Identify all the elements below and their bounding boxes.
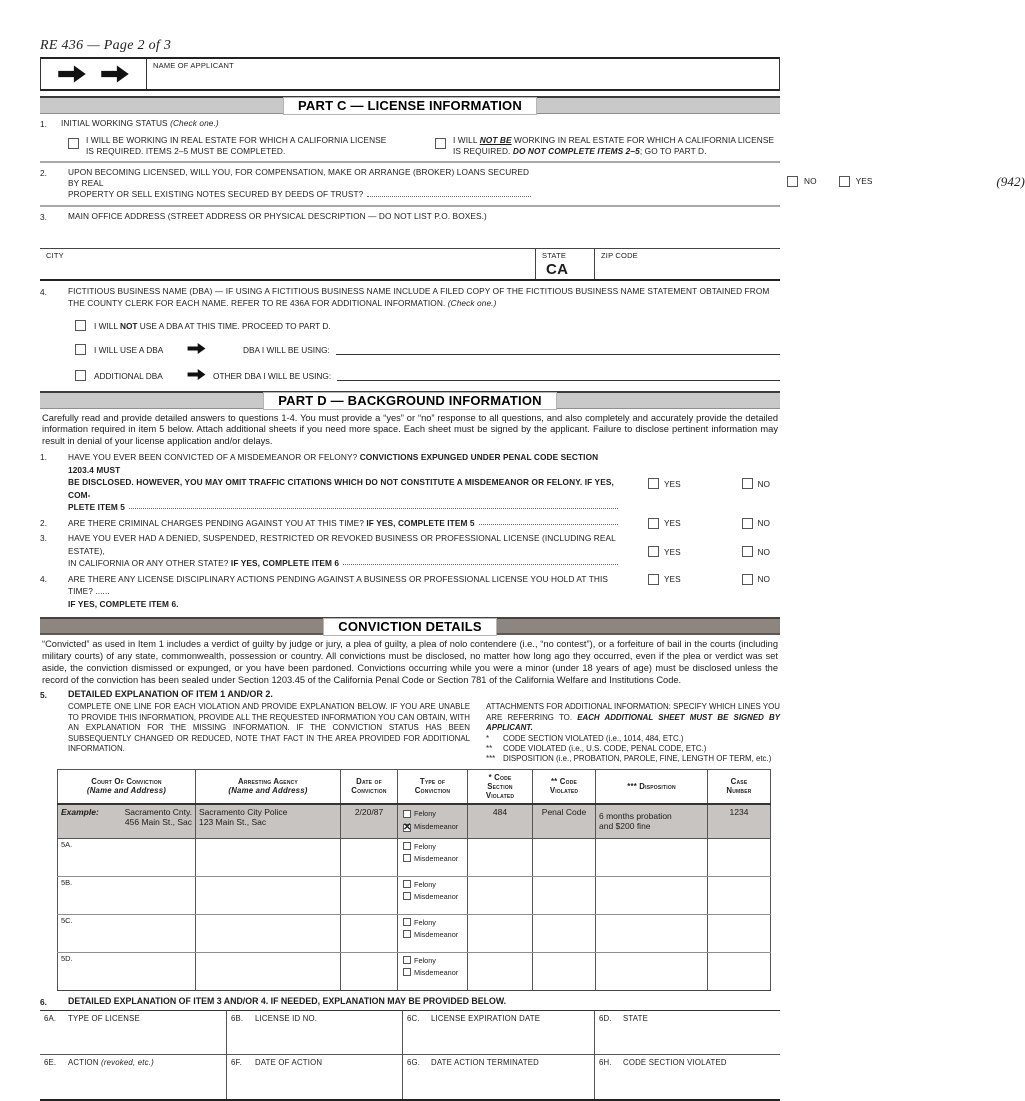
field-date-action-terminated[interactable]: 6G. DATE ACTION TERMINATED: [403, 1055, 595, 1099]
no-label: NO: [804, 176, 817, 186]
state-field[interactable]: [535, 249, 595, 279]
felony-checkbox[interactable]: [403, 880, 411, 888]
item-5-left-instructions: COMPLETE ONE LINE FOR EACH VIOLATION AND PROVIDE EXPLANATION BELOW. IF YOU ARE UNABLE TO PROVIDE THIS INFORMATION, PROVIDE ALL THE REQUESTED INFORMATION YOU CAN OBTAIN, WITH AN EXPLANATION FOR THE MISSING INFORMATION. IF THE CONVICTION STATUS HAS BEEN SUBSEQUENTLY CHANGED OR REDUCED, NOTE THAT FACT IN THE AREA PROVIDED FOR ADDITIONAL INFORMATION.: [68, 702, 470, 754]
code-cell[interactable]: [533, 838, 596, 876]
state-value: CA: [546, 261, 569, 278]
field-type-of-license[interactable]: 6A. TYPE OF LICENSE: [40, 1011, 227, 1055]
misdemeanor-checkbox[interactable]: [403, 854, 411, 862]
broker-loans-yes-checkbox[interactable]: [839, 176, 850, 187]
felony-checkbox: [403, 810, 411, 818]
dba-using-label: DBA I WILL BE USING:: [243, 344, 330, 355]
date-cell[interactable]: [341, 838, 398, 876]
row-label-cell[interactable]: 5D.: [58, 952, 196, 990]
part-d-question-3: [40, 532, 780, 570]
example-case-number: 1234: [708, 804, 771, 839]
misdemeanor-checkbox[interactable]: [403, 930, 411, 938]
dba-name-input-line[interactable]: [336, 345, 780, 355]
disposition-cell[interactable]: [596, 838, 708, 876]
section-divider: [40, 205, 780, 207]
q4-no-checkbox[interactable]: [742, 574, 753, 585]
address-input-area[interactable]: [40, 222, 780, 246]
col-code-violated: ** Code Violated: [533, 769, 596, 804]
row-label-cell[interactable]: 5A.: [58, 838, 196, 876]
item-number: 2.: [40, 517, 47, 528]
agency-cell[interactable]: [196, 914, 341, 952]
felony-checkbox[interactable]: [403, 842, 411, 850]
city-state-zip-row: [40, 248, 780, 281]
check-one-note: (Check one.): [170, 118, 219, 128]
type-cell: Felony Misdemeanor: [398, 952, 468, 990]
footnote-3: DISPOSITION (i.e., PROBATION, PAROLE, FINE, LENGTH OF TERM, etc.): [503, 754, 772, 764]
yes-label: YES: [664, 546, 681, 557]
row-label-cell[interactable]: 5C.: [58, 914, 196, 952]
dba-option-none: [75, 320, 780, 331]
misdemeanor-checkbox[interactable]: [403, 892, 411, 900]
disposition-cell[interactable]: [596, 876, 708, 914]
no-label: NO: [757, 546, 770, 557]
date-cell[interactable]: [341, 914, 398, 952]
item-number: 4.: [40, 287, 47, 297]
zip-label: ZIP CODE: [601, 251, 638, 260]
item-6-grid: [40, 1011, 780, 1101]
no-label: NO: [757, 478, 770, 489]
question-4-text: ARE THERE ANY LICENSE DISCIPLINARY ACTIONS PENDING AGAINST A BUSINESS OR PROFESSIONAL LICENSE YOU HOLD AT THIS TIME? ...... IF YES, COMPLETE ITEM 6.: [68, 573, 609, 609]
part-c-header: [40, 96, 780, 114]
yes-label: YES: [664, 478, 681, 489]
dotted-leader: [129, 501, 618, 509]
part-d-question-4: [40, 573, 780, 611]
code-section-cell[interactable]: [468, 876, 533, 914]
item-number: 3.: [40, 212, 47, 222]
example-disposition: 6 months probation and $200 fine: [596, 804, 708, 839]
item-6-heading: 6. DETAILED EXPLANATION OF ITEM 3 AND/OR 4. IF NEEDED, EXPLANATION MAY BE PROVIDED BELOW.: [40, 996, 780, 1011]
dotted-leader: [343, 557, 618, 565]
felony-checkbox[interactable]: [403, 956, 411, 964]
use-dba-label: I WILL USE A DBA: [94, 344, 164, 355]
code-section-cell[interactable]: [468, 952, 533, 990]
no-dba-label: I WILL NOT USE A DBA AT THIS TIME. PROCEED TO PART D.: [94, 320, 331, 331]
applicant-name-box: [40, 57, 780, 91]
example-court: Example: Sacramento Cnty. 456 Main St., Sac: [58, 804, 196, 839]
check-one-note: (Check one.): [447, 297, 497, 308]
field-action[interactable]: 6E. ACTION (revoked, etc.): [40, 1055, 227, 1099]
field-date-of-action[interactable]: 6F. DATE OF ACTION: [227, 1055, 403, 1099]
city-field[interactable]: [40, 249, 535, 279]
section-divider: [40, 161, 780, 163]
working-status-not-required-checkbox[interactable]: [435, 138, 446, 149]
conviction-table: [57, 769, 771, 991]
state-label: STATE: [542, 251, 567, 260]
item-5-instructions: [68, 702, 780, 764]
example-row: [58, 804, 771, 839]
zip-field[interactable]: [595, 249, 780, 279]
code-section-cell[interactable]: [468, 914, 533, 952]
conviction-table-header-row: [58, 769, 771, 804]
other-dba-using-label: OTHER DBA I WILL BE USING:: [213, 370, 332, 381]
q3-yes-checkbox[interactable]: [648, 546, 659, 557]
yes-label: YES: [664, 518, 681, 529]
disposition-cell[interactable]: [596, 914, 708, 952]
field-license-expiration-date[interactable]: 6C. LICENSE EXPIRATION DATE: [403, 1011, 595, 1055]
dotted-leader: [367, 189, 531, 197]
no-dba-checkbox[interactable]: [75, 320, 86, 331]
q1-yes-checkbox[interactable]: [648, 478, 659, 489]
form-number: (942): [996, 174, 1025, 189]
violation-row-5b: [58, 876, 771, 914]
field-code-section-violated[interactable]: 6H. CODE SECTION VIOLATED: [599, 1057, 727, 1067]
footnote-1: CODE SECTION VIOLATED (i.e., 1014, 484, ETC.): [503, 733, 684, 743]
code-section-cell[interactable]: [468, 838, 533, 876]
part-c-item-3: [40, 211, 780, 222]
violation-row-5a: [58, 838, 771, 876]
arrow-right-icon: [186, 342, 207, 357]
case-number-cell[interactable]: [708, 914, 771, 952]
working-status-required-checkbox[interactable]: [68, 138, 79, 149]
conviction-details-header: [40, 617, 780, 635]
example-code: Penal Code: [533, 804, 596, 839]
working-status-required-label: I WILL BE WORKING IN REAL ESTATE FOR WHICH A CALIFORNIA LICENSE IS REQUIRED. ITEMS 2–5 MUST BE COMPLETED.: [86, 135, 387, 156]
yes-label: YES: [855, 176, 873, 186]
case-number-cell[interactable]: [708, 838, 771, 876]
q3-no-checkbox[interactable]: [742, 546, 753, 557]
col-code-section-violated: * Code Section Violated: [468, 769, 533, 804]
item-5-heading: 5. DETAILED EXPLANATION OF ITEM 1 AND/OR 2.: [40, 689, 273, 701]
code-cell[interactable]: [533, 876, 596, 914]
part-c-item-2: [40, 167, 1025, 200]
broker-loans-question-line2: PROPERTY OR SELL EXISTING NOTES SECURED BY DEEDS OF TRUST?: [68, 189, 364, 199]
item-number: 2.: [40, 168, 47, 178]
arrow-cell: [41, 59, 147, 89]
date-cell[interactable]: [341, 876, 398, 914]
item-number: 1.: [40, 452, 47, 463]
question-2-text: ARE THERE CRIMINAL CHARGES PENDING AGAINST YOU AT THIS TIME? IF YES, COMPLETE ITEM 5: [68, 517, 622, 530]
col-type-of-conviction: Type of Conviction: [398, 769, 468, 804]
felony-checkbox[interactable]: [403, 918, 411, 926]
item-number: 1.: [40, 119, 47, 129]
item-5-right-instructions: ATTACHMENTS FOR ADDITIONAL INFORMATION: SPECIFY WHICH LINES YOU ARE REFERRING TO. EACH ADDITIONAL SHEET MUST BE SIGNED BY APPLICANT. * CODE SECTION VIOLATED (i.e., 1014, 484, ETC.) ** CODE VIOLATED (i.e., U.S. CODE, PENAL CODE, ETC.) *** DISPOSITION (i.e., PROBATION, PAROLE, FINE, LENGTH OF TERM, etc.): [486, 702, 780, 764]
main-office-address-label: MAIN OFFICE ADDRESS (STREET ADDRESS OR PHYSICAL DESCRIPTION — DO NOT LIST P.O. BOXES.): [68, 211, 487, 221]
misdemeanor-checkbox-checked: [403, 824, 411, 832]
convicted-definition-paragraph: “Convicted” as used in Item 1 includes a verdict of guilty by judge or jury, a plea of guilty, a plea of nolo contendere (i.e., “no contest”), or a forfeiture of bail in the courts (including military courts) of any state, commonwealth, possession or country. All convictions must be disclosed, no matter how long ago they occurred, even if the plea or verdict was set aside, the conviction dismissed or expunged, or you have been pardoned. Convictions occurring while you were a minor (under 18 years of age) must be disclosed unless the record of the conviction has been sealed under Section 1203.45 of the California Penal Code or Section 781 of the California Welfare and Institutions Code.: [42, 639, 778, 685]
col-court-of-conviction: Court Of Conviction (Name and Address): [58, 769, 196, 804]
col-disposition: *** Disposition: [596, 769, 708, 804]
date-cell[interactable]: [341, 952, 398, 990]
col-arresting-agency: Arresting Agency (Name and Address): [196, 769, 341, 804]
part-c-item-1: [40, 118, 780, 156]
col-date-of-conviction: Date of Conviction: [341, 769, 398, 804]
item-number: 3.: [40, 533, 47, 544]
agency-cell[interactable]: [196, 876, 341, 914]
agency-cell[interactable]: [196, 952, 341, 990]
case-number-cell[interactable]: [708, 876, 771, 914]
example-type: Felony ✕ Misdemeanor: [398, 804, 468, 839]
other-dba-name-input-line[interactable]: [337, 371, 780, 381]
part-d-title: PART D — BACKGROUND INFORMATION: [263, 392, 557, 410]
part-d-question-2: [40, 517, 780, 530]
working-status-not-required-label: I WILL NOT BE WORKING IN REAL ESTATE FOR WHICH A CALIFORNIA LICENSE IS REQUIRED. DO NOT COMPLETE ITEMS 2–5; GO TO PART D.: [453, 135, 775, 156]
no-label: NO: [757, 574, 770, 585]
q4-yes-checkbox[interactable]: [648, 574, 659, 585]
dba-option-use: [75, 342, 780, 357]
footnote-2: CODE VIOLATED (i.e., U.S. CODE, PENAL CODE, ETC.): [503, 744, 707, 754]
initial-working-status-label: INITIAL WORKING STATUS (Check one.): [61, 118, 219, 128]
item-number: 4.: [40, 573, 47, 584]
case-number-cell[interactable]: [708, 952, 771, 990]
dotted-leader: [479, 517, 618, 525]
arrow-right-icon: [55, 64, 89, 84]
yes-label: YES: [664, 574, 681, 585]
code-cell[interactable]: [533, 952, 596, 990]
agency-cell[interactable]: [196, 838, 341, 876]
use-dba-checkbox[interactable]: [75, 344, 86, 355]
arrow-right-icon: [98, 64, 132, 84]
name-of-applicant-label: NAME OF APPLICANT: [153, 61, 234, 70]
type-cell: Felony Misdemeanor: [398, 914, 468, 952]
misdemeanor-checkbox[interactable]: [403, 968, 411, 976]
city-label: CITY: [46, 251, 64, 260]
code-cell[interactable]: [533, 914, 596, 952]
part-c-title: PART C — LICENSE INFORMATION: [283, 97, 537, 115]
doc-ref: RE 436 — Page 2 of 3: [40, 38, 172, 53]
row-label-cell[interactable]: 5B.: [58, 876, 196, 914]
field-state[interactable]: 6D. STATE: [595, 1011, 780, 1055]
question-1-text: HAVE YOU EVER BEEN CONVICTED OF A MISDEMEANOR OR FELONY? CONVICTIONS EXPUNGED UNDER PENAL CODE SECTION 1203.4 MUST BE DISCLOSED. HOWEVER, YOU MAY OMIT TRAFFIC CITATIONS WHICH DO NOT CONSTITUTE A MISDEMEANOR OR FELONY. IF YES, COM- PLETE ITEM 5: [68, 451, 622, 514]
disposition-cell[interactable]: [596, 952, 708, 990]
additional-dba-label: ADDITIONAL DBA: [94, 370, 163, 381]
field-license-id-no[interactable]: 6B. LICENSE ID NO.: [227, 1011, 403, 1055]
violation-row-5c: [58, 914, 771, 952]
broker-loans-no-checkbox[interactable]: [787, 176, 798, 187]
additional-dba-checkbox[interactable]: [75, 370, 86, 381]
part-c-item-4: [40, 286, 780, 309]
question-3-text: HAVE YOU EVER HAD A DENIED, SUSPENDED, RESTRICTED OR REVOKED BUSINESS OR PROFESSIONAL LICENSE (INCLUDING REAL ESTATE), IN CALIFORNIA OR ANY OTHER STATE? IF YES, COMPLETE ITEM 6: [68, 532, 622, 570]
type-cell: Felony Misdemeanor: [398, 876, 468, 914]
part-d-header: [40, 391, 780, 409]
q1-no-checkbox[interactable]: [742, 478, 753, 489]
q2-no-checkbox[interactable]: [742, 518, 753, 529]
dba-option-additional: [75, 368, 780, 383]
example-agency: Sacramento City Police 123 Main St., Sac: [196, 804, 341, 839]
part-d-intro: Carefully read and provide detailed answers to questions 1-4. You must provide a “yes” or “no” response to all questions, and also completely and accurately provide the detailed information required in item 5 below. Attach additional sheets if you need more space. Each sheet must be signed by the applicant. Failure to disclose pertinent information may result in denial of your license application and/or delays.: [42, 413, 778, 446]
type-cell: Felony Misdemeanor: [398, 838, 468, 876]
dba-instructions: FICTITIOUS BUSINESS NAME (DBA) — IF USING A FICTITIOUS BUSINESS NAME INCLUDE A FILED COPY OF THE FICTITIOUS BUSINESS NAME STATEMENT OBTAINED FROM THE COUNTY CLERK FOR EACH NAME. REFER TO RE 436A FOR ADDITIONAL INFORMATION. (Check one.): [68, 286, 770, 308]
conviction-details-title: CONVICTION DETAILS: [323, 618, 496, 636]
violation-row-5d: [58, 952, 771, 990]
broker-loans-question-line1: UPON BECOMING LICENSED, WILL YOU, FOR COMPENSATION, MAKE OR ARRANGE (BROKER) LOANS SECURED BY REAL: [68, 167, 530, 188]
arrow-right-icon: [186, 368, 207, 383]
applicant-name-input[interactable]: [147, 59, 779, 89]
example-code-section: 484: [468, 804, 533, 839]
q2-yes-checkbox[interactable]: [648, 518, 659, 529]
col-case-number: Case Number: [708, 769, 771, 804]
part-d-question-1: [40, 451, 780, 514]
example-date: 2/20/87: [341, 804, 398, 839]
no-label: NO: [757, 518, 770, 529]
